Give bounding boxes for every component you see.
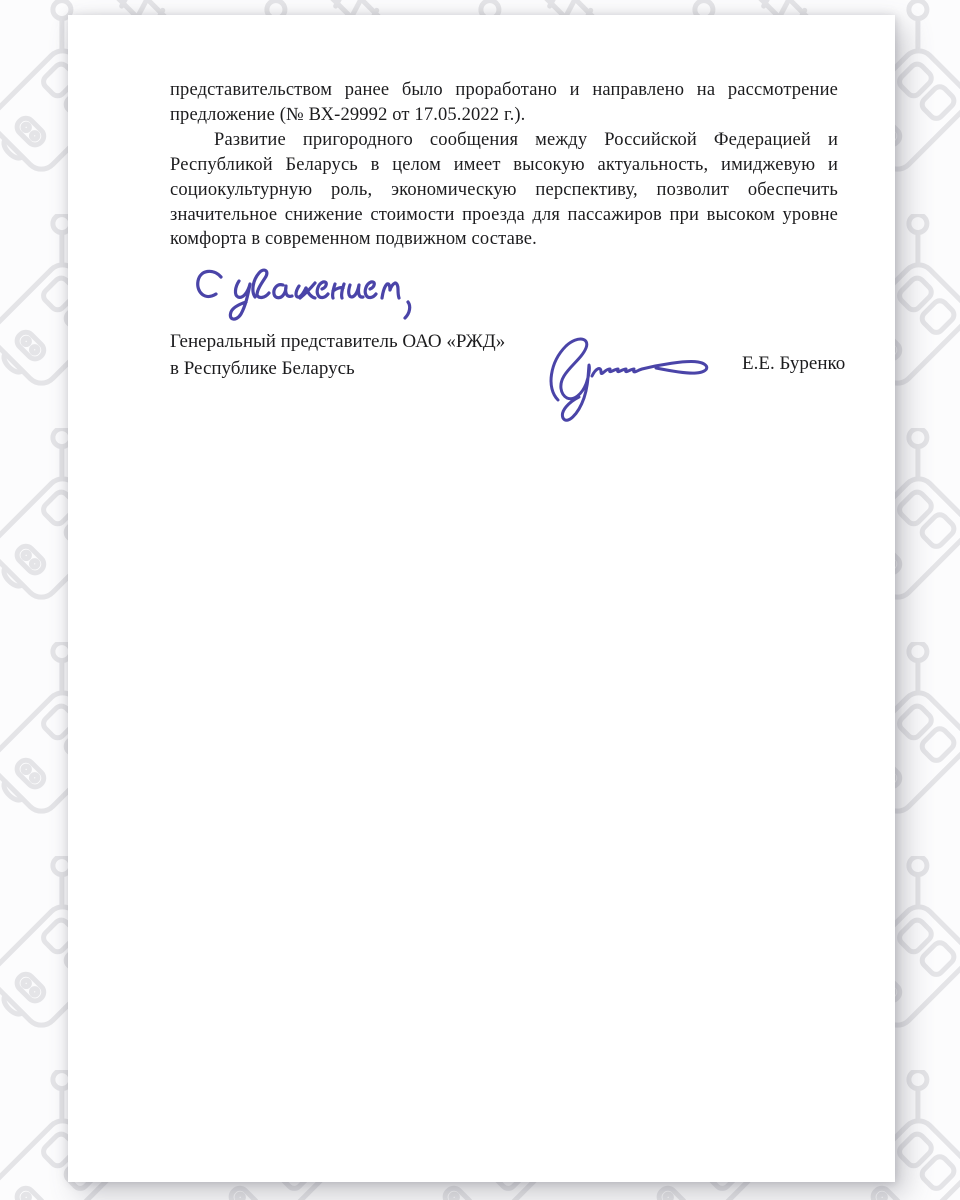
body-line-2: предложение (№ ВХ-29992 от 17.05.2022 г.). [170,104,526,125]
signer-role-line-1: Генеральный представитель ОАО «РЖД» [170,331,506,352]
body-line-6: значительное снижение стоимости проезда для пассажиров при высоком уровне [170,204,838,225]
body-line-5: социокультурную роль, экономическую перспективу, позволит обеспечить [170,179,838,200]
signer-role-line-2: в Республике Беларусь [170,358,355,379]
body-line-1: представительством ранее было проработано и направлено на рассмотрение [170,80,838,100]
signer-role [170,328,570,382]
handwritten-closing [191,261,441,333]
document-page [68,15,895,1182]
signer-name: Е.Е. Буренко [742,353,846,374]
signature [540,328,725,433]
body-line-3: Развитие пригородного сообщения между Российской Федерацией и [214,129,838,150]
letter-body [170,78,838,252]
body-line-7: комфорта в современном подвижном составе. [170,229,537,250]
body-line-4: Республикой Беларусь в целом имеет высокую актуальность, имиджевую и [170,154,838,175]
